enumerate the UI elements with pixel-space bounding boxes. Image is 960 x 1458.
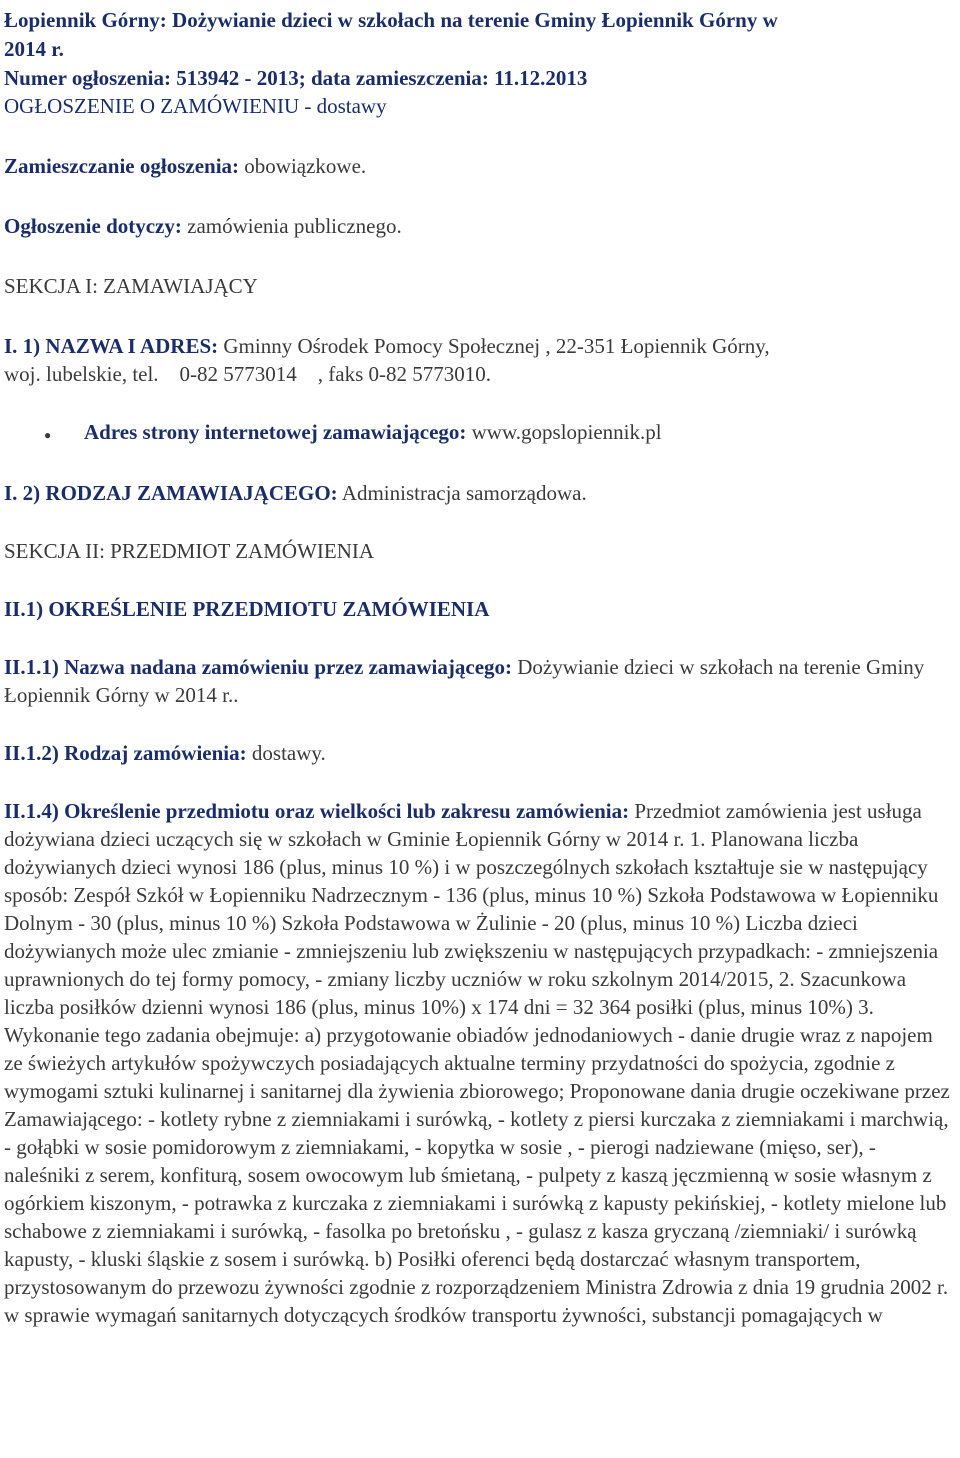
section2-heading: SEKCJA II: PRZEDMIOT ZAMÓWIENIA bbox=[4, 539, 375, 563]
notice-type: OGŁOSZENIE O ZAMÓWIENIU - dostawy bbox=[4, 94, 387, 118]
placement-label: Zamieszczanie ogłoszenia: bbox=[4, 154, 240, 178]
bullet-icon: ● bbox=[44, 428, 52, 442]
section2-subheading-text: II.1) OKREŚLENIE PRZEDMIOTU ZAMÓWIENIA bbox=[4, 597, 490, 621]
notice-title-line1: Łopiennik Górny: Dożywianie dzieci w szkołach na terenie Gminy Łopiennik Górny w bbox=[4, 8, 778, 32]
item-type-row bbox=[4, 739, 952, 767]
item-scope-label: II.1.4) Określenie przedmiotu oraz wielkości lub zakresu zamówienia: bbox=[4, 799, 630, 823]
name-address-value-line2: woj. lubelskie, tel. 0-82 5773014 , faks 0-82 5773010. bbox=[4, 362, 492, 386]
concerns-row bbox=[4, 212, 952, 240]
contracting-type-value: Administracja samorządowa. bbox=[341, 481, 587, 505]
section1-heading: SEKCJA I: ZAMAWIAJĄCY bbox=[4, 274, 258, 298]
contracting-type-row bbox=[4, 479, 952, 507]
item-type-label: II.1.2) Rodzaj zamówienia: bbox=[4, 741, 247, 765]
name-address-row bbox=[4, 332, 952, 388]
placement-row bbox=[4, 152, 952, 180]
name-address-value-line1: Gminny Ośrodek Pomocy Społecznej , 22-351 Łopiennik Górny, bbox=[223, 334, 770, 358]
concerns-value: zamówienia publicznego. bbox=[187, 214, 402, 238]
concerns-label: Ogłoszenie dotyczy: bbox=[4, 214, 182, 238]
item-name-value: Dożywianie dzieci w szkołach na terenie Gminy Łopiennik Górny w 2014 r.. bbox=[4, 655, 925, 707]
item-scope-row bbox=[4, 797, 952, 1329]
placement-value: obowiązkowe. bbox=[244, 154, 367, 178]
item-type-value: dostawy. bbox=[251, 741, 326, 765]
item-name-row bbox=[4, 653, 952, 709]
website-link[interactable]: www.gopslopiennik.pl bbox=[471, 420, 662, 444]
website-label: Adres strony internetowej zamawiającego: bbox=[84, 420, 467, 444]
website-row bbox=[44, 418, 952, 449]
notice-title-line2: 2014 r. bbox=[4, 37, 64, 61]
item-scope-value: Przedmiot zamówienia jest usługa dożywiana dzieci uczących się w szkołach w Gminie Łopiennik Górny w 2014 r. 1. Planowana liczba dożywianych dzieci wynosi 186 (plus, minus 10 %) i w poszczególnych szkołach kształtuje sie w następujący sposób: Zespół Szkół w Łopienniku Nadrzecznym - 136 (plus, minus 10 %) Szkoła Podstawowa w Łopienniku Dolnym - 30 (plus, minus 10 %) Szkoła Podstawowa w Żulinie - 20 (plus, minus 10 %) Liczba dzieci dożywianych może ulec zmianie - zmniejszeniu lub zwiększeniu w następujących przypadkach: - zmniejszenia uprawnionych do tej formy pomocy, - zmiany liczby uczniów w roku szkolnym 2014/2015, 2. Szacunkowa liczba posiłków dzienni wynosi 186 (plus, minus 10%) x 174 dni = 32 364 posiłki (plus, minus 10%) 3. Wykonanie tego zadania obejmuje: a) przygotowanie obiadów jednodaniowych - danie drugie wraz z napojem ze świeżych artykułów spożywczych posiadających aktualne terminy przydatności do spożycia, zgodnie z wymogami sztuki kulinarnej i sanitarnej dla żywienia zbiorowego; Proponowane dania drugie oczekiwane przez Zamawiającego: - kotlety rybne z ziemniakami i surówką, - kotlety z piersi kurczaka z ziemniakami i marchwią, - gołąbki w sosie pomidorowym z ziemniakami, - kopytka w sosie , - pierogi nadziewane (mięso, ser), - naleśniki z serem, konfiturą, sosem owocowym lub śmietaną, - pulpety z kaszą jęczmienną w sosie własnym z ogórkiem kiszonym, - potrawka z kurczaka z ziemniakami i surówką z kapusty pekińskiej, - kotlety mielone lub schabowe z ziemniakami i surówką, - fasolka po bretońsku , - gulasz z kasza gryczaną /ziemniaki/ i surówką kapusty, - kluski śląskie z sosem i surówką. b) Posiłki oferenci będą dostarczać własnym transportem, przystosowanym do przewozu żywności zgodnie z rozporządzeniem Ministra Zdrowia z dnia 19 grudnia 2002 r. w sprawie wymagań sanitarnych dotyczących środków transportu żywności, substancji pomagających w bbox=[4, 799, 950, 1327]
section2-subheading bbox=[4, 595, 952, 623]
name-address-label: I. 1) NAZWA I ADRES: bbox=[4, 334, 219, 358]
item-name-label: II.1.1) Nazwa nadana zamówieniu przez zamawiającego: bbox=[4, 655, 513, 679]
notice-number: Numer ogłoszenia: 513942 - 2013; data zamieszczenia: 11.12.2013 bbox=[4, 66, 588, 90]
notice-header bbox=[4, 6, 952, 120]
contracting-type-label: I. 2) RODZAJ ZAMAWIAJĄCEGO: bbox=[4, 481, 338, 505]
notice-number-line bbox=[4, 64, 952, 92]
